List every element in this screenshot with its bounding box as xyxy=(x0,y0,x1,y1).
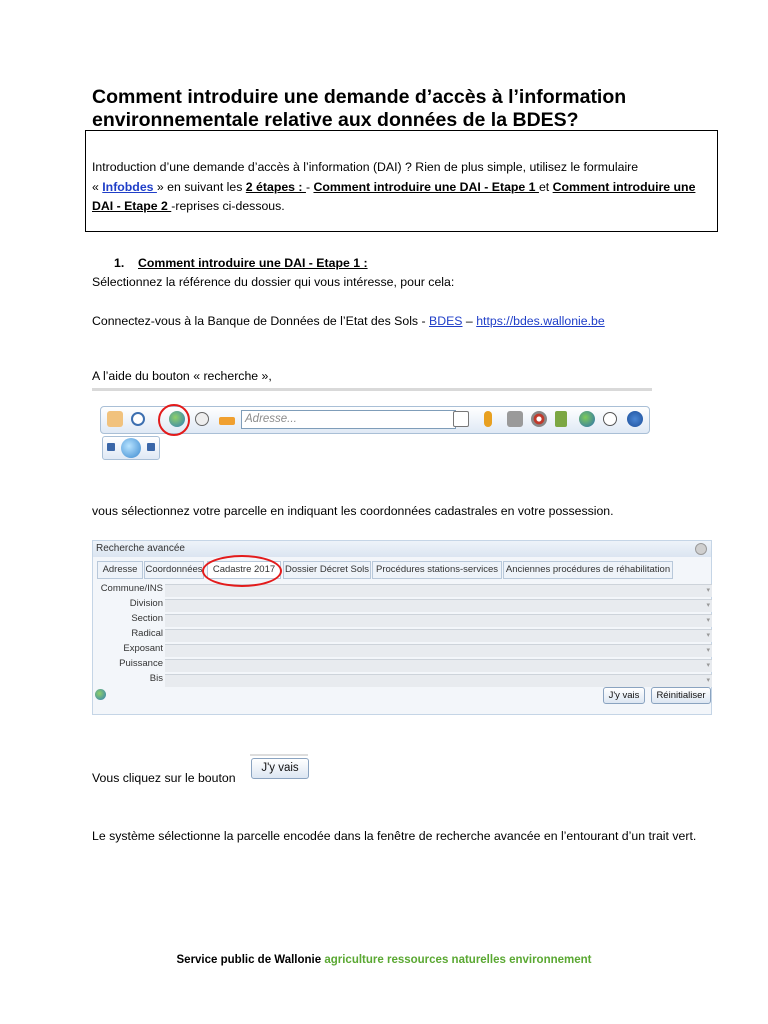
button-shadow-line xyxy=(250,754,308,756)
intro-etapes: 2 étapes : xyxy=(245,179,306,194)
field-radical[interactable] xyxy=(165,629,712,642)
advanced-search-title: Recherche avancée xyxy=(93,541,711,557)
step1-heading: Comment introduire une DAI - Etape 1 : xyxy=(138,256,368,270)
tab-adresse[interactable]: Adresse xyxy=(97,561,143,579)
globe-nav-icon[interactable] xyxy=(121,438,141,458)
footer-org: Service public de Wallonie xyxy=(176,954,325,966)
person-icon[interactable] xyxy=(484,411,492,427)
pencil-icon[interactable] xyxy=(555,411,567,427)
select-ref-text: Sélectionnez la référence du dossier qui vous intéresse, pour cela: xyxy=(92,275,455,289)
intro-et: et xyxy=(538,179,553,194)
tab-cadastre-2017[interactable]: Cadastre 2017 xyxy=(207,561,281,579)
close-icon[interactable] xyxy=(695,543,707,555)
tab-coordonnees[interactable]: Coordonnées xyxy=(144,561,204,579)
label-bis: Bis xyxy=(149,673,163,684)
click-button-text: Vous cliquez sur le bouton xyxy=(92,771,236,785)
intro-tail: -reprises ci-dessous. xyxy=(171,199,285,213)
reinitialiser-button[interactable]: Réinitialiser xyxy=(651,687,711,704)
field-bis[interactable] xyxy=(165,674,712,687)
label-radical: Radical xyxy=(131,628,163,639)
nav-control xyxy=(102,436,160,460)
chevron-down-icon: ▾ xyxy=(706,602,710,609)
jy-vais-button-panel[interactable]: J'y vais xyxy=(603,687,645,704)
highlight-ring xyxy=(202,555,282,587)
search-icon[interactable] xyxy=(453,411,469,427)
footer-tagline: agriculture ressources naturelles environnement xyxy=(324,954,592,966)
print-icon[interactable] xyxy=(507,411,523,427)
toolbar-divider xyxy=(92,388,652,391)
chevron-down-icon: ▾ xyxy=(706,617,710,624)
bdes-url-link[interactable]: https://bdes.wallonie.be xyxy=(476,314,605,328)
label-division: Division xyxy=(129,598,163,609)
jy-vais-button[interactable]: J'y vais xyxy=(251,758,309,779)
tab-dossier-decret-sols[interactable]: Dossier Décret Sols xyxy=(283,561,371,579)
aide-text: A l’aide du bouton « recherche », xyxy=(92,369,272,383)
address-input[interactable]: Adresse... xyxy=(241,410,456,429)
bdes-link[interactable]: BDES xyxy=(429,314,463,328)
label-commune: Commune/INS xyxy=(100,583,163,594)
step1-number: 1. xyxy=(114,256,125,270)
help-icon[interactable] xyxy=(627,411,643,427)
page-title: Comment introduire une demande d’accès à l’information environnementale relative aux données de la BDES? xyxy=(92,86,627,131)
field-division[interactable] xyxy=(165,599,712,612)
connect-prefix: Connectez-vous à la Banque de Données de l’Etat des Sols - xyxy=(92,314,430,328)
highlight-ring xyxy=(158,404,190,436)
intro-after-link: » en suivant les xyxy=(156,179,246,194)
chevron-down-icon: ▾ xyxy=(706,647,710,654)
first-icon[interactable] xyxy=(107,443,115,451)
tab-stations-services[interactable]: Procédures stations-services xyxy=(372,561,502,579)
tab-anciennes-procedures[interactable]: Anciennes procédures de réhabilitation xyxy=(503,561,673,579)
connect-dash: – xyxy=(462,314,477,328)
field-exposant[interactable] xyxy=(165,644,712,657)
label-exposant: Exposant xyxy=(123,643,163,654)
advanced-search-panel xyxy=(92,540,712,715)
intro-box xyxy=(85,130,718,232)
zoom-icon[interactable] xyxy=(131,412,145,426)
field-section[interactable] xyxy=(165,614,712,627)
label-puissance: Puissance xyxy=(119,658,163,669)
infobdes-link[interactable]: Infobdes xyxy=(102,179,157,194)
intro-text xyxy=(92,158,712,217)
settings-icon[interactable] xyxy=(603,412,617,426)
chevron-down-icon: ▾ xyxy=(706,662,710,669)
connect-text xyxy=(92,313,605,329)
globe-icon xyxy=(95,689,106,700)
target-icon[interactable] xyxy=(531,411,547,427)
intro-dash: - xyxy=(305,179,314,194)
intro-line1: Introduction d’une demande d’accès à l’information (DAI) ? Rien de plus simple, utilisez le formulaire xyxy=(92,160,639,174)
intro-open-quote: « xyxy=(92,179,103,194)
last-icon[interactable] xyxy=(147,443,155,451)
info-icon[interactable] xyxy=(195,412,209,426)
toolbar-screenshot xyxy=(92,388,652,461)
measure-icon[interactable] xyxy=(219,417,235,425)
systeme-text: Le système sélectionne la parcelle encodée dans la fenêtre de recherche avancée en l’entourant d’un trait vert. xyxy=(92,829,697,843)
label-section: Section xyxy=(131,613,163,624)
chevron-down-icon: ▾ xyxy=(706,587,710,594)
etape2-ref: Comment introduire une DAI - Etape 2 xyxy=(92,179,696,213)
select-parcelle-text: vous sélectionnez votre parcelle en indiquant les coordonnées cadastrales en votre possession. xyxy=(92,504,614,518)
etape1-ref: Comment introduire une DAI - Etape 1 xyxy=(313,179,539,194)
footer xyxy=(0,954,768,966)
field-puissance[interactable] xyxy=(165,659,712,672)
hand-icon[interactable] xyxy=(107,411,123,427)
globe-icon[interactable] xyxy=(579,411,595,427)
chevron-down-icon: ▾ xyxy=(706,677,710,684)
chevron-down-icon: ▾ xyxy=(706,632,710,639)
